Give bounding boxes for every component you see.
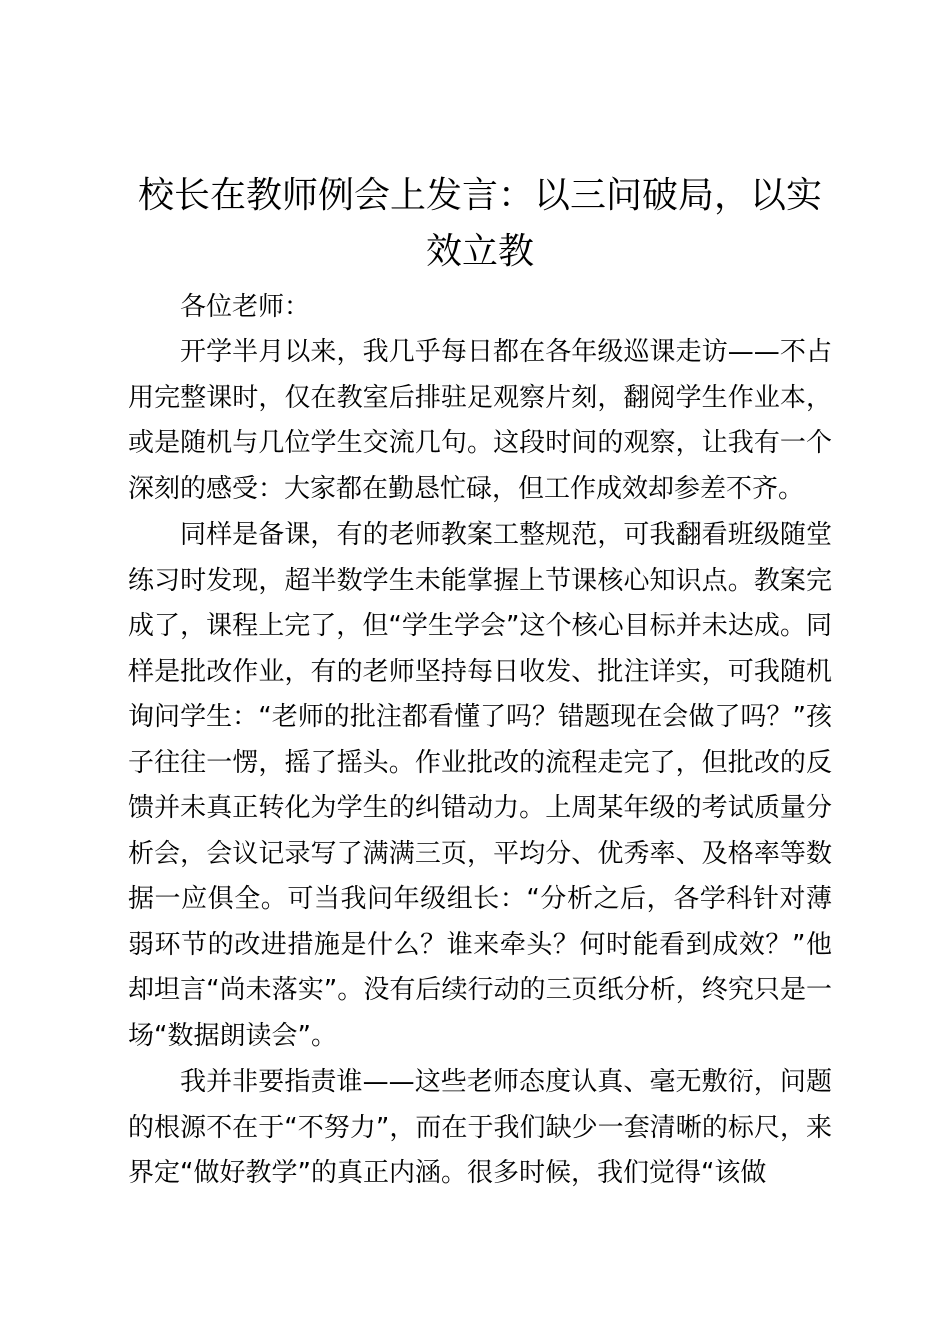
paragraph-3: 我并非要指责谁——这些老师态度认真、毫无敷衍，问题的根源不在于“不努力”，而在于我们缺少一套清晰的标尺，来界定“做好教学”的真正内涵。很多时候，我们觉得“该做 <box>128 1067 832 1188</box>
document-title: 校长在教师例会上发言：以三问破局，以实效立教 <box>137 175 822 272</box>
salutation: 各位老师： <box>180 292 311 322</box>
document-page <box>128 168 832 1197</box>
paragraph-1: 开学半月以来，我几乎每日都在各年级巡课走访——不占用完整课时，仅在教室后排驻足观察片刻，翻阅学生作业本，或是随机与几位学生交流几句。这段时间的观察，让我有一个深刻的感受：大家都在勤恳忙碌，但工作成效却参差不齐。 <box>128 337 832 504</box>
paragraph-2: 同样是备课，有的老师教案工整规范，可我翻看班级随堂练习时发现，超半数学生未能掌握上节课核心知识点。教案完成了，课程上完了，但“学生学会”这个核心目标并未达成。同样是批改作业，有的老师坚持每日收发、批注详实，可我随机询问学生：“老师的批注都看懂了吗？错题现在会做了吗？”孩子往往一愣，摇了摇头。作业批改的流程走完了，但批改的反馈并未真正转化为学生的纠错动力。上周某年级的考试质量分析会，会议记录写了满满三页，平均分、优秀率、及格率等数据一应俱全。可当我问年级组长：“分析之后，各学科针对薄弱环节的改进措施是什么？谁来牵头？何时能看到成效？”他却坦言“尚未落实”。没有后续行动的三页纸分析，终究只是一场“数据朗读会”。 <box>128 520 832 1051</box>
